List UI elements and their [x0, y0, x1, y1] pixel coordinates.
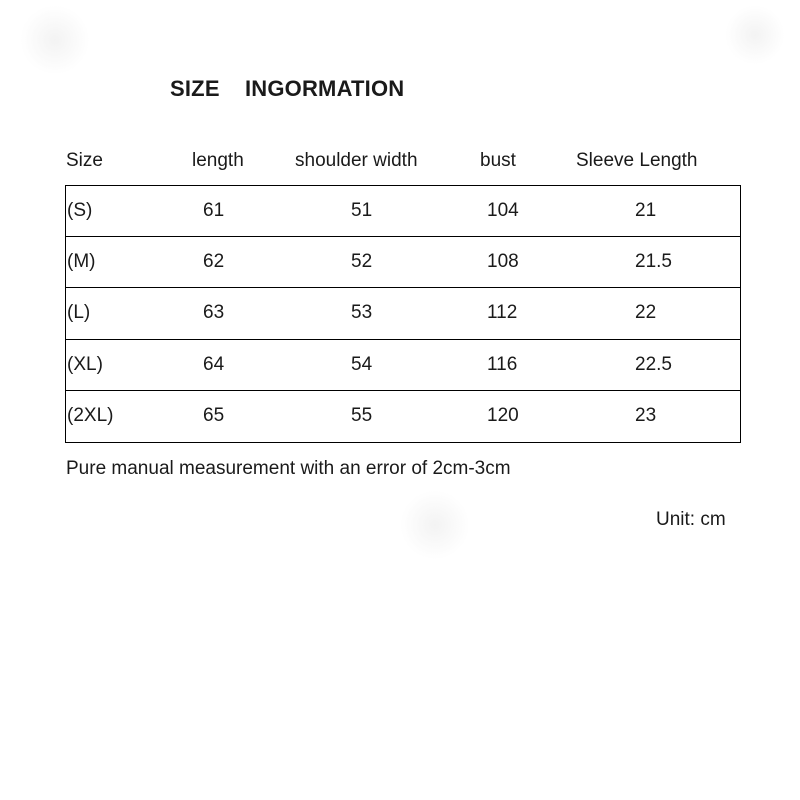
table-row	[66, 288, 740, 339]
header-sleeve-length: Sleeve Length	[576, 150, 698, 171]
cell-shoulder-width: 51	[351, 200, 373, 222]
table-row	[66, 237, 740, 288]
table-row	[66, 391, 740, 442]
cell-shoulder-width: 52	[351, 251, 373, 273]
cell-size: (M)	[67, 251, 96, 273]
cell-sleeve-length: 22	[635, 302, 657, 324]
cell-shoulder-width: 55	[351, 405, 373, 427]
cell-size: (XL)	[67, 353, 103, 375]
background-smudge-top-right	[725, 5, 785, 65]
cell-bust: 120	[487, 405, 519, 427]
cell-bust: 104	[487, 200, 519, 222]
cell-sleeve-length: 23	[635, 405, 657, 427]
cell-bust: 112	[487, 302, 518, 324]
cell-size: (2XL)	[67, 405, 114, 427]
header-size: Size	[66, 150, 103, 171]
measurement-note: Pure manual measurement with an error of 2cm-3cm	[66, 458, 511, 479]
table-header	[66, 150, 746, 174]
table-row	[66, 340, 740, 391]
header-shoulder-width: shoulder width	[295, 150, 418, 171]
size-table	[65, 185, 741, 443]
header-bust: bust	[480, 150, 516, 171]
header-length: length	[192, 150, 244, 171]
cell-length: 65	[203, 405, 225, 427]
cell-length: 61	[203, 200, 225, 222]
cell-shoulder-width: 53	[351, 302, 373, 324]
unit-label: Unit: cm	[656, 509, 726, 530]
cell-shoulder-width: 54	[351, 353, 373, 375]
cell-sleeve-length: 21	[635, 200, 657, 222]
cell-length: 64	[203, 353, 225, 375]
cell-size: (S)	[67, 200, 93, 222]
cell-length: 62	[203, 251, 225, 273]
cell-sleeve-length: 21.5	[635, 251, 672, 273]
cell-bust: 116	[487, 353, 518, 375]
page-title: SIZE INGORMATION	[170, 76, 405, 101]
cell-bust: 108	[487, 251, 519, 273]
background-smudge-top-left	[20, 5, 90, 75]
cell-size: (L)	[67, 302, 91, 324]
cell-length: 63	[203, 302, 225, 324]
background-smudge-center	[400, 490, 470, 560]
table-row	[66, 186, 740, 237]
cell-sleeve-length: 22.5	[635, 353, 672, 375]
